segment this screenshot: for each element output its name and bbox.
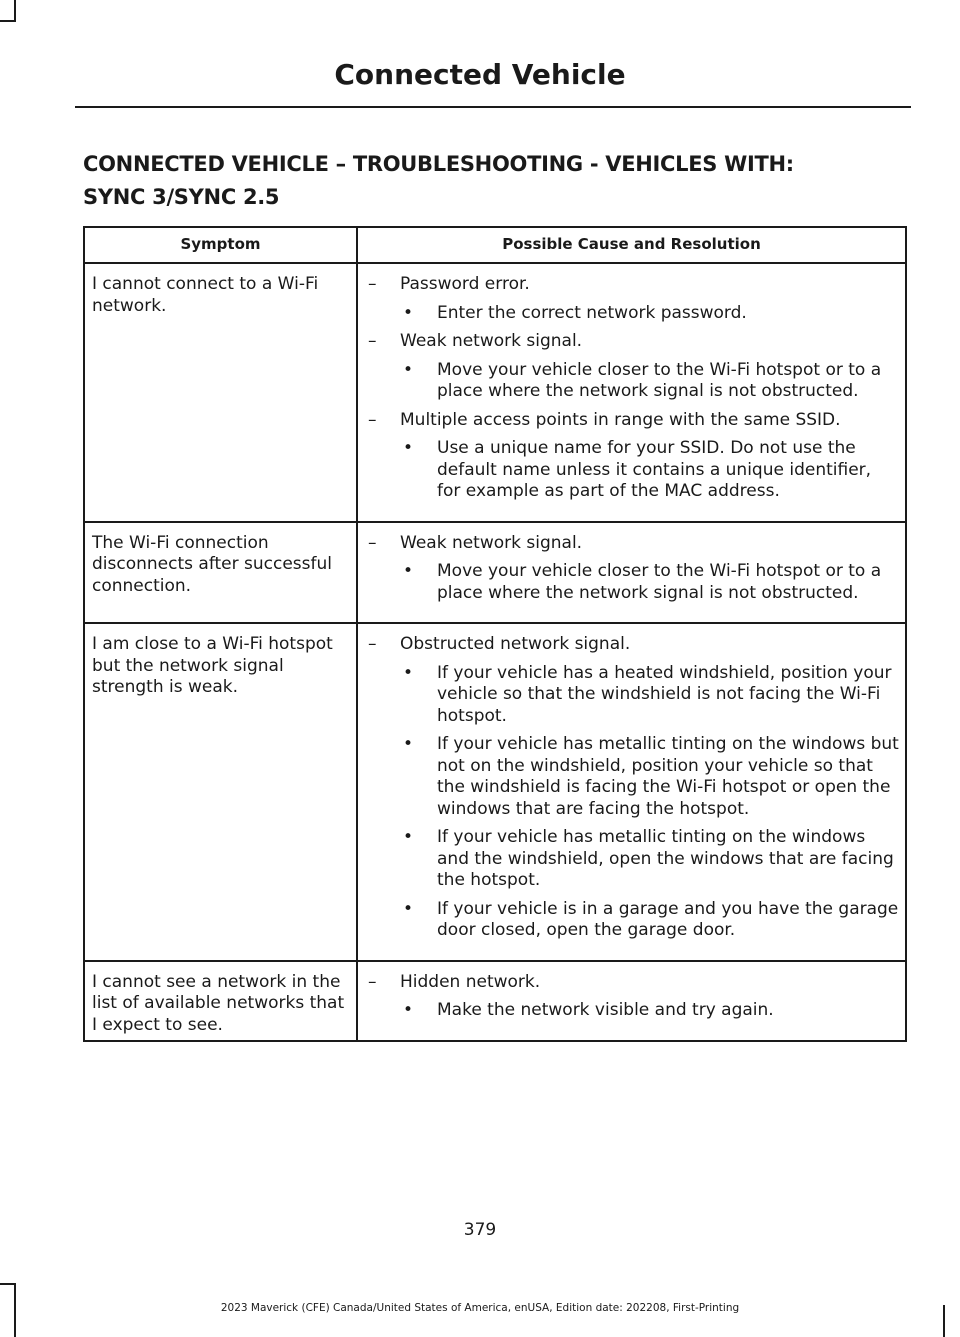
cause-text: Weak network signal.: [400, 331, 583, 351]
resolution-step: [403, 561, 899, 604]
section-title-line-1: CONNECTED VEHICLE – TROUBLESHOOTING - VEHICLES WITH:: [83, 152, 794, 176]
bullet-marker: •: [403, 302, 414, 323]
dash-marker: –: [368, 331, 377, 351]
possible-cause: [368, 274, 899, 296]
resolution-step-text: Move your vehicle closer to the Wi-Fi hotspot or to a place where the network signal is not obstructed.: [437, 561, 882, 603]
table-row: [84, 623, 906, 961]
resolution-step-text: Move your vehicle closer to the Wi-Fi hotspot or to a place where the network signal is not obstructed.: [437, 359, 882, 401]
column-header-symptom: Symptom: [84, 227, 357, 263]
resolution-step: [403, 734, 899, 820]
symptom-cell: I cannot see a network in the list of available networks that I expect to see.: [84, 961, 357, 1041]
bullet-marker: •: [403, 662, 414, 683]
cause-text: Weak network signal.: [400, 532, 583, 553]
cause-block: [368, 634, 899, 942]
resolution-step: [403, 438, 899, 503]
symptom-cell: The Wi-Fi connection disconnects after successful connection.: [84, 522, 357, 624]
possible-cause: [368, 533, 899, 555]
possible-cause: [368, 331, 899, 353]
possible-cause: [368, 410, 899, 432]
resolution-step: [403, 360, 899, 403]
section-title-line-2: SYNC 3/SYNC 2.5: [83, 185, 280, 209]
crop-mark-top-left-horizontal: [0, 20, 16, 22]
cause-block: [368, 274, 899, 324]
resolution-cell: [357, 263, 906, 522]
cause-block: [368, 533, 899, 605]
dash-marker: –: [368, 274, 377, 294]
cause-block: [368, 972, 899, 1022]
bullet-marker: •: [403, 561, 414, 581]
cause-text: Multiple access points in range with the same SSID.: [400, 409, 841, 430]
bullet-marker: •: [403, 734, 414, 754]
column-header-resolution: Possible Cause and Resolution: [357, 227, 906, 263]
resolution-cell: [357, 522, 906, 624]
resolution-cell: [357, 623, 906, 961]
header-divider: [75, 106, 911, 108]
cause-text: Password error.: [400, 274, 530, 294]
dash-marker: –: [368, 971, 377, 992]
symptom-cell: I cannot connect to a Wi-Fi network.: [84, 263, 357, 522]
bullet-marker: •: [403, 438, 414, 458]
resolution-step-text: If your vehicle has a heated windshield, position your vehicle so that the windshield is not facing the Wi-Fi hotspot.: [437, 662, 892, 726]
crop-mark-top-left: [14, 0, 16, 22]
troubleshooting-table: [83, 226, 907, 1042]
resolution-step: [403, 827, 899, 892]
table-row: [84, 522, 906, 624]
resolution-step-text: If your vehicle is in a garage and you have the garage door closed, open the garage door.: [437, 898, 899, 940]
resolution-step-text: Use a unique name for your SSID. Do not use the default name unless it contains a unique identifier, for example as part of the MAC address.: [437, 438, 872, 501]
resolution-step-text: If your vehicle has metallic tinting on the windows but not on the windshield, position your vehicle so that the windshield is facing the Wi-Fi hotspot or open the windows that are facing the hotspot.: [437, 734, 899, 819]
possible-cause: [368, 972, 899, 994]
resolution-step-text: Enter the correct network password.: [437, 302, 747, 323]
resolution-step: [403, 303, 899, 325]
cause-block: [368, 331, 899, 403]
crop-mark-bottom-left-horizontal: [0, 1283, 16, 1285]
resolution-step: [403, 1000, 899, 1022]
cause-block: [368, 410, 899, 503]
table-header-row: [84, 227, 906, 263]
page-number: 379: [463, 1220, 497, 1240]
bullet-marker: •: [403, 827, 414, 847]
bullet-marker: •: [403, 898, 414, 919]
bullet-marker: •: [403, 359, 414, 380]
dash-marker: –: [368, 634, 377, 654]
page-footer: 2023 Maverick (CFE) Canada/United States of America, enUSA, Edition date: 202208, First-Printing: [220, 1302, 740, 1314]
dash-marker: –: [368, 409, 377, 430]
resolution-step-text: If your vehicle has metallic tinting on the windows and the windshield, open the windows that are facing the hotspot.: [437, 827, 894, 890]
bullet-marker: •: [403, 1000, 414, 1020]
table-row: [84, 263, 906, 522]
resolution-step-text: Make the network visible and try again.: [437, 1000, 774, 1020]
section-title: [83, 148, 913, 214]
dash-marker: –: [368, 532, 377, 553]
page-header-title: Connected Vehicle: [334, 58, 626, 91]
table-body: [84, 263, 906, 1041]
resolution-cell: [357, 961, 906, 1041]
resolution-step: [403, 899, 899, 942]
symptom-cell: I am close to a Wi-Fi hotspot but the network signal strength is weak.: [84, 623, 357, 961]
possible-cause: [368, 634, 899, 656]
cause-text: Hidden network.: [400, 971, 541, 992]
table-row: [84, 961, 906, 1041]
resolution-step: [403, 663, 899, 728]
cause-text: Obstructed network signal.: [400, 634, 631, 654]
